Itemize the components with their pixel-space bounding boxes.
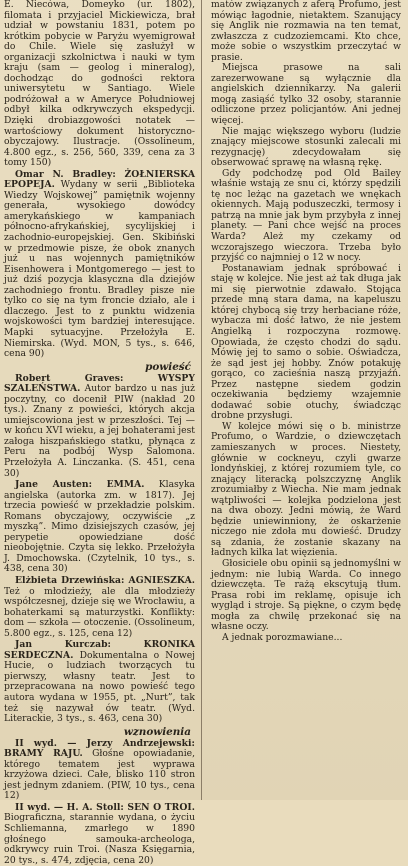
- review-entry: [4, 480, 195, 575]
- article-paragraph: Gdy podchodzę pod Old Bailey właśnie wstają ze snu ci, którzy spędzili tę noc leżąc na gazetach we wnękach okiennych. Mają poduszeczki, termosy i patrzą na mnie jak bym przybyła z innej planety. — Pani chce wejść na proces Warda? Ależ my czekamy od wczorajszego wieczora. Trzeba było przyjść co najmniej o 12 w nocy.: [211, 167, 401, 264]
- review-entry: [4, 640, 195, 724]
- review-text: Klasyka angielska (autorka zm. w 1817). Jej trzecia powieść w przekładzie polskim. Romans obyczajowy, oczywiście „z myszką”. Mimo dzisiejszych czasów, jej perypetie opowiedziane dość nieobojętnie. Czyta się lekko. Przełożyła J. Dmochowska. (Czytelnik, 10 tys., s. 438, cena 30): [4, 479, 196, 575]
- review-text: Dokumentalna o Nowej Hucie, o ludziach tworzących tu pierwszy, własny teatr. Jest to przepracowana na nowo powieść tego autora wydana w 1955, pt. „Nurt”, tak też się nazywał ów teatr. (Wyd. Literackie, 3 tys., s. 463, cena 30): [4, 649, 196, 725]
- review-text: Też o młodzieży, ale dla młodzieży współczesnej, dzieje się we Wrocławiu, a bohaterkami są maturzystki. Konflikty: dom — szkoła — otoczenie. (Ossolineum, 5.800 egz., s. 125, cena 12): [4, 585, 195, 639]
- review-text: E. Niecówa, Domeyko (ur. 1802), filomata i przyjaciel Mickiewicza, brał udział w powstaniu 1831, potem po krótkim pobycie w Paryżu wyemigrował do Chile. Wiele się zasłużył w organizacji szkolnictwa i nauki w tym kraju (sam — geolog i mineralog), dochodząc do godności rektora uniwersytetu w Santiago. Wiele podróżował a w Ameryce Południowej odbył kilka odkrywczych ekspedycji. Dzięki drobiazgowości notatek — wartościowy dokument historyczno-obyczajowy. Ilustracje. (Ossolineum, 4.800 egz., s. 256, 560, 339, cena za 3 tomy 150): [4, 0, 195, 169]
- review-entry: [4, 739, 195, 802]
- article-paragraph: W kolejce mówi się o b. ministrze Profumo, o Wardzie, o dziewczętach zamieszanych w proces. Niestety, głównie w cockneyu, czyli gwarze londyńskiej, z której rozumiem tyle, co znający literacką polszczyznę Anglik zrozumiałby z Wiecha. Nie mam jednak wątpliwości — kolejka podzielona jest na dwa obozy. Jedni mówią, że Ward będzie uniewinniony, że oskarżenie niczego nie zdoła mu dowieść. Drudzy są zdania, że zostanie skazany na ładnych kilka lat więzienia.: [211, 420, 401, 559]
- review-heading: Elżbieta Drzewińska: AGNIESZKA.: [15, 574, 195, 586]
- article-paragraph: Głosiciele obu opinii są jednomyślni w jednym: nie lubią Warda. Co innego dziewczęta. Te rażą ekscytują tłum. Prasa robi im reklamę, opisuje ich wygląd i stroje. Są piękne, o czym będę mogła za chwilę przekonać się na własne oczy.: [211, 557, 401, 633]
- review-text: Wydany w serii „Biblioteka Wiedzy Wojskowej” pamiętnik wojenny generała, wysokiego dowódcy amerykańskiego w kampaniach północno-afrykańskiej, sycylijskiej i zachodnio-europejskiej. Gen. Skibiński w przedmowie pisze, że obok znanych już u nas wojennych pamiętników Eisenhowera i Montgomerego — jest to już dziś pozycja klasyczna dla dziejów zachodniego frontu. Bradley pisze nie tylko co się na tym froncie działo, ale i dlaczego. Jest to z punktu widzenia wojskowości tym bardziej interesujące. Mapki sytuacyjne. Przełożyła E. Niemirska. (Wyd. MON, 5 tys., s. 646, cena 90): [4, 179, 195, 360]
- review-heading: Robert Graves: WYSPY SZALEŃSTWA.: [4, 372, 195, 395]
- section-heading-reissues: wznowienia: [123, 725, 191, 738]
- review-text: Głośne opowiadanie, którego tematem jest wyprawa krzyżowa dzieci. Całe, blisko 110 stron jest jednym zdaniem. (PIW, 10 tys., cena 12): [4, 748, 196, 802]
- review-text: Autor bardzo u nas już poczytny, co docenił PIW (nakład 20 tys.). Znany z powieści, których akcja umiejscowiona jest w przeszłości. Tej — w końcu XVI wieku, a jej bohaterami jest załoga hiszpańskiego statku, płynąca z Peru na podbój Wysp Salomona. Przełożyła A. Linczanka. (S. 451, cena 30): [4, 383, 195, 479]
- review-heading: Jan Kurczab: KRONIKA SERDECZNA.: [4, 639, 195, 661]
- review-entry: [4, 0, 195, 169]
- review-entry: [4, 576, 195, 639]
- article-paragraph: Miejsca prasowe na sali zarezerwowane są wyłącznie dla angielskich dziennikarzy. Na galerii mogą zasiąść tylko 32 osoby, starannie odliczone przez policjantów. Ani jednej więcej.: [211, 62, 401, 127]
- review-heading: II wyd. — Jerzy Andrzejewski: BRAMY RAJU.: [4, 737, 195, 760]
- review-heading: Omar N. Bradley: ŻOŁNIERSKA EPOPEJA.: [4, 168, 195, 191]
- section-heading-novels: powieść: [145, 360, 191, 373]
- review-entry: [4, 374, 195, 479]
- review-heading: Jane Austen: EMMA.: [15, 479, 145, 491]
- review-entry: [4, 803, 195, 866]
- review-heading: II wyd. — H. A. Stoll: SEN O TROI.: [15, 801, 195, 813]
- column-divider: [201, 0, 202, 800]
- left-column-book-reviews: [4, 0, 196, 866]
- article-paragraph: matów związanych z aferą Profumo, jest mówiąc łagodnie, nietaktem. Szanujący się Anglik nie rozmawia na ten temat, zwłaszcza z cudzoziemcami. Kto chce, może sobie o wszystkim przeczytać w prasie.: [211, 0, 401, 63]
- article-paragraph: Postanawiam jednak spróbować i staję w kolejce. Nie jest aż tak długa jak mi się pierwotnie zdawało. Stojąca przede mną stara dama, na kapeluszu której chybocą się trzy herbaciane róże, wybacza mi dość łatwo, że nie jestem Angielką i rozpoczyna rozmowę. Opowiada, że często chodzi do sądu. Mówię jej to samo o sobie. Oświadcza, że sąd jest jej hobby. Znów potakuję gorąco, co zacieśnia naszą przyjaźń. Przez następne siedem godzin oczekiwania będziemy wzajemnie dodawać sobie otuchy, świadcząc drobne przysługi.: [211, 262, 401, 422]
- review-entry: [4, 170, 195, 360]
- article-paragraph: A jednak porozmawiane...: [222, 631, 343, 643]
- right-column-article: [211, 0, 401, 800]
- article-paragraph: Nie mając większego wyboru (ludzie znający miejscowe stosunki zalecali mi rezygnację) zdecydowałam się obserwować sprawę na własną rękę.: [211, 125, 401, 169]
- review-text: Biograficzna, starannie wydana, o życiu Schliemanna, zmarłego w 1890 głośnego samouka-archeologa, odkrywcy ruin Troi. (Nasza Księgarnia, 20 tys., s. 474, zdjęcia, cena 20): [4, 812, 195, 866]
